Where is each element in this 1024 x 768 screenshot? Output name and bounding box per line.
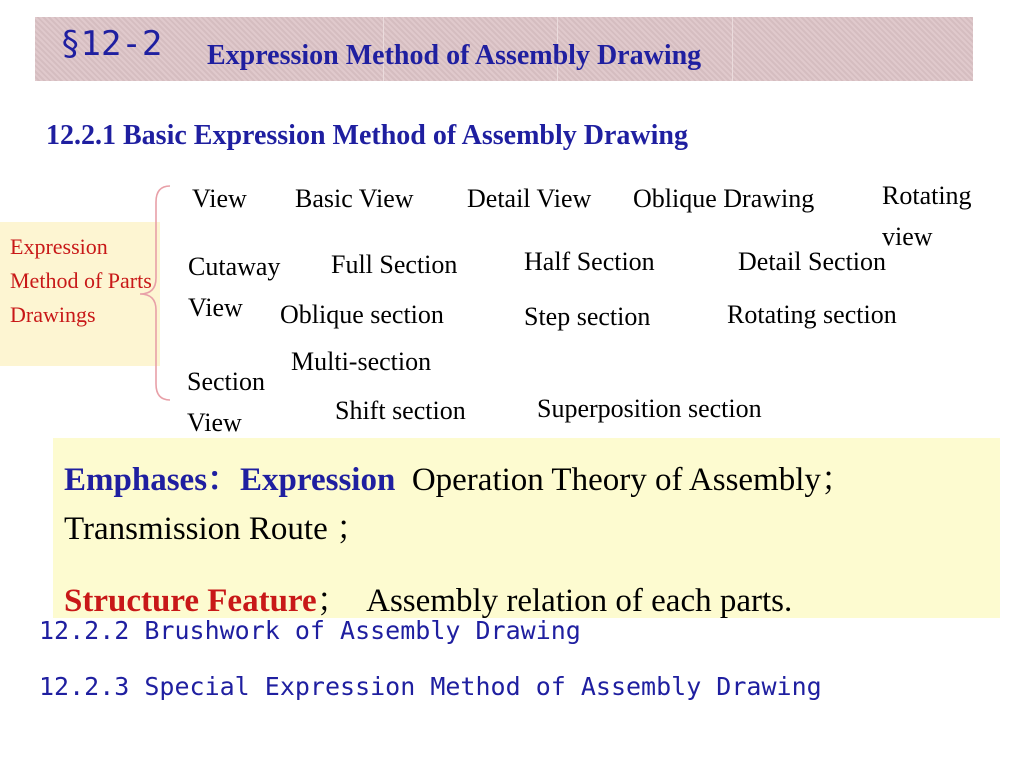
term-rotating-view-line2: view	[882, 222, 933, 251]
term-oblique-drawing: Oblique Drawing	[633, 184, 815, 213]
emphases-assembly-relation: Assembly relation of each parts.	[366, 583, 793, 619]
emphases-label: Emphases：	[64, 462, 241, 498]
section-brushwork: 12.2.2 Brushwork of Assembly Drawing	[39, 616, 581, 645]
term-section-view: Section	[187, 367, 265, 396]
term-basic-view: Basic View	[295, 184, 414, 213]
term-step-section: Step section	[524, 302, 651, 331]
term-detail-section: Detail Section	[738, 247, 887, 276]
emphases-separator: ；	[316, 583, 350, 619]
emphases-line-3	[64, 574, 792, 621]
subheading: 12.2.1 Basic Expression Method of Assembly Drawing	[46, 120, 688, 151]
section-special-expression: 12.2.3 Special Expression Method of Assembly Drawing	[39, 672, 822, 701]
term-cutaway-view-line2: View	[188, 293, 243, 322]
term-cutaway-view: Cutaway	[188, 252, 281, 281]
section-number: §12-2	[60, 24, 163, 64]
term-rotating-section: Rotating section	[727, 300, 897, 329]
term-superposition-section: Superposition section	[537, 394, 762, 423]
term-multi-section: Multi-section	[291, 347, 432, 376]
term-view: View	[192, 184, 247, 213]
banner-divider	[732, 17, 733, 81]
term-shift-section: Shift section	[335, 396, 466, 425]
term-half-section: Half Section	[524, 247, 655, 276]
term-full-section: Full Section	[331, 250, 458, 279]
term-section-view-line2: View	[187, 408, 242, 437]
emphases-transmission: Transmission Route ；	[64, 511, 369, 547]
emphases-expression: Expression	[240, 462, 396, 498]
page-title: Expression Method of Assembly Drawing	[207, 40, 702, 71]
emphases-operation: Operation Theory of Assembly；	[411, 462, 854, 498]
term-oblique-section: Oblique section	[280, 300, 444, 329]
emphases-structure: Structure Feature	[64, 583, 317, 619]
term-detail-view: Detail View	[467, 184, 592, 213]
parts-label: Expression Method of Parts Drawings	[10, 234, 152, 327]
curly-brace	[134, 184, 174, 402]
term-rotating-view: Rotating	[882, 181, 972, 210]
emphases-line-1	[64, 453, 854, 500]
